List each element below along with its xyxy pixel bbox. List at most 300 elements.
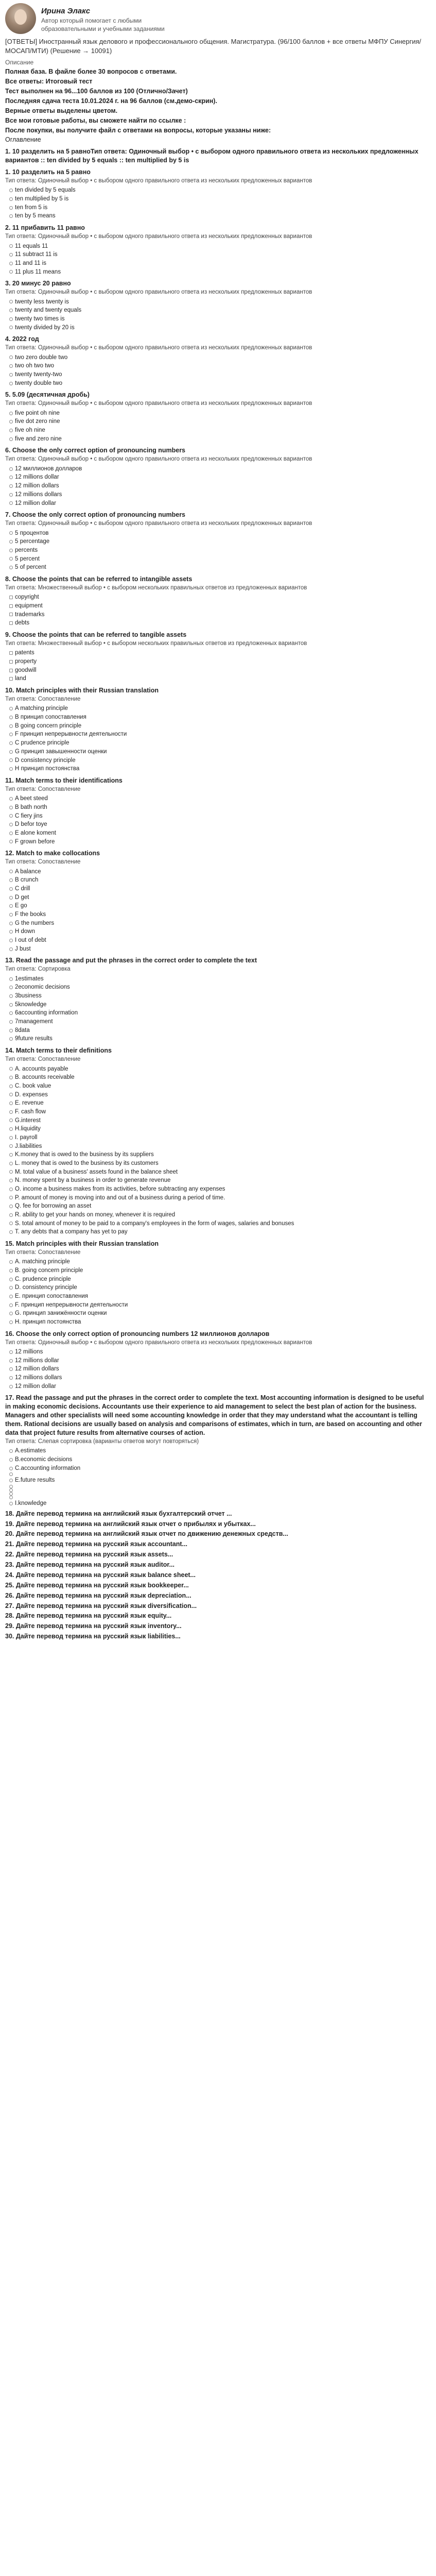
radio-icon bbox=[9, 1011, 13, 1015]
radio-icon bbox=[9, 1110, 13, 1114]
radio-icon bbox=[9, 1162, 13, 1165]
radio-icon bbox=[9, 1278, 13, 1281]
radio-icon bbox=[9, 922, 13, 925]
option-text: two zero double two bbox=[15, 354, 68, 361]
option-text: G. принцип занижённости оценки bbox=[15, 1310, 107, 1317]
option-item bbox=[9, 186, 431, 195]
question bbox=[5, 1330, 431, 1391]
option-item bbox=[9, 649, 431, 657]
question-title: 2. 11 прибавить 11 равно bbox=[5, 224, 85, 232]
radio-icon bbox=[9, 1367, 13, 1371]
question bbox=[5, 1240, 431, 1327]
radio-icon bbox=[9, 1449, 13, 1453]
option-item bbox=[9, 1318, 431, 1327]
option-text: E alone koment bbox=[15, 829, 56, 836]
option-text: 11 and 11 is bbox=[15, 260, 46, 266]
option-text: 11 plus 11 means bbox=[15, 268, 61, 275]
radio-icon bbox=[9, 913, 13, 917]
option-item bbox=[9, 868, 431, 876]
radio-icon bbox=[9, 1376, 13, 1380]
option-item bbox=[9, 704, 431, 713]
question-title: 6. Choose the only correct option of pronouncing numbers bbox=[5, 447, 186, 454]
radio-icon bbox=[9, 373, 13, 377]
option-item bbox=[9, 1116, 431, 1125]
option-item bbox=[9, 1099, 431, 1108]
option-item bbox=[9, 1283, 431, 1292]
intro-line: Верные ответы выделены цветом. bbox=[5, 107, 118, 114]
question bbox=[5, 391, 431, 443]
option-text: debts bbox=[15, 620, 30, 626]
option-text: F the books bbox=[15, 911, 46, 918]
option-text: S. total amount of money to be paid to a company's employees in the form of wages, salaries and bonuses bbox=[15, 1220, 294, 1227]
option-item bbox=[9, 212, 431, 221]
option-item bbox=[9, 1301, 431, 1310]
radio-icon bbox=[9, 429, 13, 432]
question bbox=[5, 849, 431, 953]
radio-icon bbox=[9, 767, 13, 771]
radio-icon bbox=[9, 840, 13, 843]
option-text: 12 millions dollars bbox=[15, 491, 62, 498]
radio-icon bbox=[9, 557, 13, 561]
answer-type: Тип ответа: Одиночный выбор • с выбором одного правильного ответа из нескольких предложенных вариантов bbox=[5, 400, 312, 407]
checkbox-icon bbox=[9, 660, 13, 664]
intro-line: Полная база. В файле более 30 вопросов с ответами. bbox=[5, 68, 177, 76]
radio-icon bbox=[9, 707, 13, 710]
radio-icon bbox=[9, 1127, 13, 1131]
option-text: T. any debts that a company has yet to pay bbox=[15, 1229, 128, 1235]
option-item bbox=[9, 936, 431, 945]
radio-icon bbox=[9, 1458, 13, 1462]
radio-icon bbox=[9, 309, 13, 312]
option-item bbox=[9, 838, 431, 846]
answer-type: Тип ответа: Слепая сортировка (варианты ответов могут повторяться) bbox=[5, 1438, 199, 1445]
option-text: A. accounts payable bbox=[15, 1065, 68, 1072]
question-title: 28. Дайте перевод термина на русский язык equity... bbox=[5, 1612, 172, 1620]
radio-icon bbox=[9, 1170, 13, 1174]
option-text: five point oh nine bbox=[15, 410, 60, 416]
question bbox=[5, 686, 431, 773]
option-text: 1estimates bbox=[15, 975, 44, 982]
option-list bbox=[9, 1447, 431, 1507]
option-text: 12 millions dollars bbox=[15, 1375, 62, 1381]
answer-type: Тип ответа: Одиночный выбор • с выбором одного правильного ответа из нескольких предложенных вариантов bbox=[5, 456, 312, 463]
option-text: G принцип завышенности оценки bbox=[15, 748, 107, 755]
option-text: equipment bbox=[15, 602, 43, 609]
option-text: 12 million dollars bbox=[15, 483, 59, 489]
radio-icon bbox=[9, 1303, 13, 1307]
option-item bbox=[9, 876, 431, 885]
question bbox=[5, 1394, 431, 1507]
option-text: O. income a business makes from its activities, before subtracting any expenses bbox=[15, 1185, 225, 1192]
option-text: E. принцип сопоставления bbox=[15, 1293, 89, 1300]
radio-icon bbox=[9, 1020, 13, 1024]
option-item bbox=[9, 465, 431, 473]
option-text: C. book value bbox=[15, 1082, 51, 1089]
option-text: twenty twenty-two bbox=[15, 371, 62, 378]
option-text: H. принцип постоянства bbox=[15, 1319, 81, 1326]
option-item bbox=[9, 1455, 431, 1464]
option-item bbox=[9, 885, 431, 893]
radio-icon bbox=[9, 1492, 13, 1496]
checkbox-icon bbox=[9, 596, 13, 599]
radio-icon bbox=[9, 977, 13, 981]
radio-icon bbox=[9, 806, 13, 809]
option-item bbox=[9, 546, 431, 555]
option-text: five oh nine bbox=[15, 427, 45, 434]
option-item bbox=[9, 1168, 431, 1177]
question bbox=[5, 631, 431, 683]
intro-line: Последняя сдача теста 10.01.2024 г. на 96 баллов (см.демо-скрин). bbox=[5, 97, 217, 105]
radio-icon bbox=[9, 741, 13, 745]
radio-icon bbox=[9, 300, 13, 303]
radio-icon bbox=[9, 566, 13, 569]
radio-icon bbox=[9, 1144, 13, 1148]
option-item bbox=[9, 748, 431, 756]
option-item bbox=[9, 1125, 431, 1133]
document-title: [ОТВЕТЫ] Иностранный язык делового и профессионального общения. Магистратура. (96/100 баллов + все ответы МФПУ Синергия/МОСАП/МТИ) (Решение → 10091) bbox=[5, 38, 422, 55]
option-item bbox=[9, 794, 431, 803]
answer-type: Тип ответа: Множественный выбор • с выбором нескольких правильных ответов из предложенных вариантов bbox=[5, 640, 307, 647]
radio-icon bbox=[9, 1093, 13, 1096]
option-item bbox=[9, 730, 431, 739]
option-text: Q. fee for borrowing an asset bbox=[15, 1203, 92, 1210]
question-title: 19. Дайте перевод термина на английский язык отчет о прибылях и убытках... bbox=[5, 1520, 256, 1528]
option-item bbox=[9, 1211, 431, 1219]
questions-list bbox=[5, 147, 431, 1507]
option-text: copyright bbox=[15, 594, 39, 601]
option-item bbox=[9, 1496, 431, 1499]
option-item bbox=[9, 268, 431, 277]
option-list bbox=[9, 1348, 431, 1391]
option-list bbox=[9, 794, 431, 846]
option-text: H down bbox=[15, 928, 35, 935]
option-item bbox=[9, 1009, 431, 1018]
option-list bbox=[9, 465, 431, 507]
radio-icon bbox=[9, 1153, 13, 1157]
option-item bbox=[9, 739, 431, 748]
answer-type: Тип ответа: Сортировка bbox=[5, 966, 71, 973]
option-list bbox=[9, 242, 431, 277]
option-text: F grown before bbox=[15, 838, 55, 845]
option-item bbox=[9, 204, 431, 212]
radio-icon bbox=[9, 1205, 13, 1208]
question-title: 23. Дайте перевод термина на русский язык auditor... bbox=[5, 1561, 175, 1569]
description-label: Описание bbox=[5, 59, 34, 66]
option-text: F принцип непрерывности деятельности bbox=[15, 731, 127, 738]
option-text: B. going concern principle bbox=[15, 1267, 83, 1274]
radio-icon bbox=[9, 1136, 13, 1140]
checkbox-icon bbox=[9, 621, 13, 625]
option-item bbox=[9, 619, 431, 628]
radio-icon bbox=[9, 878, 13, 882]
answer-type: Тип ответа: Сопоставление bbox=[5, 696, 81, 702]
radio-icon bbox=[9, 823, 13, 826]
option-text: C prudence principle bbox=[15, 740, 69, 747]
option-item bbox=[9, 298, 431, 307]
radio-icon bbox=[9, 1488, 13, 1492]
radio-icon bbox=[9, 797, 13, 801]
option-item bbox=[9, 722, 431, 731]
question bbox=[5, 511, 431, 572]
radio-icon bbox=[9, 832, 13, 835]
option-text: A.estimates bbox=[15, 1448, 46, 1454]
question-title: 22. Дайте перевод термина на русский язык assets... bbox=[5, 1551, 173, 1558]
option-text: property bbox=[15, 658, 37, 665]
radio-icon bbox=[9, 206, 13, 210]
option-text: 12 millions bbox=[15, 1349, 43, 1355]
radio-icon bbox=[9, 1496, 13, 1499]
option-item bbox=[9, 1194, 431, 1202]
option-list bbox=[9, 353, 431, 388]
radio-icon bbox=[9, 493, 13, 497]
radio-icon bbox=[9, 1230, 13, 1234]
option-text: 12 million dollar bbox=[15, 500, 56, 506]
radio-icon bbox=[9, 887, 13, 891]
option-text: B.economic decisions bbox=[15, 1456, 73, 1463]
question-title: 24. Дайте перевод термина на русский язык balance sheet... bbox=[5, 1571, 196, 1579]
option-item bbox=[9, 1159, 431, 1168]
intro-line: Тест выполнен на 96...100 баллов из 100 (Отлично/Зачет) bbox=[5, 88, 188, 95]
radio-icon bbox=[9, 1029, 13, 1032]
radio-icon bbox=[9, 476, 13, 479]
radio-icon bbox=[9, 904, 13, 908]
radio-icon bbox=[9, 1076, 13, 1079]
question-title: 27. Дайте перевод термина на русский язык diversification... bbox=[5, 1602, 197, 1609]
option-item bbox=[9, 1292, 431, 1301]
tail-questions-list bbox=[5, 1510, 431, 1641]
question-title: 30. Дайте перевод термина на русский язык liabilities... bbox=[5, 1633, 181, 1640]
radio-icon bbox=[9, 189, 13, 192]
option-text: ten divided by 5 equals bbox=[15, 187, 76, 194]
radio-icon bbox=[9, 1312, 13, 1315]
radio-icon bbox=[9, 814, 13, 818]
option-item bbox=[9, 1374, 431, 1382]
option-item bbox=[9, 1266, 431, 1275]
author-avatar[interactable] bbox=[5, 3, 36, 34]
option-item bbox=[9, 490, 431, 499]
radio-icon bbox=[9, 1385, 13, 1388]
radio-icon bbox=[9, 1084, 13, 1088]
option-text: F. cash flow bbox=[15, 1108, 46, 1115]
question-title: 3. 20 минус 20 равно bbox=[5, 280, 71, 287]
option-text: B bath north bbox=[15, 804, 47, 810]
option-item bbox=[9, 1275, 431, 1284]
radio-icon bbox=[9, 262, 13, 265]
option-text: C fiery jins bbox=[15, 812, 43, 819]
option-list bbox=[9, 593, 431, 628]
checkbox-icon bbox=[9, 669, 13, 672]
option-text: 12 millions dollar bbox=[15, 1357, 59, 1364]
option-text: I. payroll bbox=[15, 1134, 38, 1141]
option-text: K.money that is owed to the business by its suppliers bbox=[15, 1151, 154, 1158]
option-text: D. consistency principle bbox=[15, 1284, 77, 1291]
option-item bbox=[9, 353, 431, 362]
option-text: 12 million dollar bbox=[15, 1383, 56, 1389]
option-text: D befor toye bbox=[15, 821, 47, 828]
option-text: patents bbox=[15, 650, 34, 656]
option-text: percents bbox=[15, 547, 38, 553]
option-item bbox=[9, 1348, 431, 1357]
option-item bbox=[9, 435, 431, 444]
radio-icon bbox=[9, 947, 13, 951]
question-title: 7. Choose the only correct option of pronouncing numbers bbox=[5, 511, 186, 519]
option-item bbox=[9, 812, 431, 821]
option-item bbox=[9, 1035, 431, 1043]
option-text: A matching principle bbox=[15, 705, 68, 712]
option-text: A beet steed bbox=[15, 795, 48, 802]
option-item bbox=[9, 1488, 431, 1492]
option-text: 11 equals 11 bbox=[15, 243, 48, 249]
checkbox-icon bbox=[9, 613, 13, 616]
option-list bbox=[9, 1065, 431, 1236]
option-text: E. revenue bbox=[15, 1100, 44, 1107]
option-text: B crunch bbox=[15, 877, 39, 884]
question-title: 9. Choose the points that can be referred to tangible assets bbox=[5, 631, 187, 638]
author-info bbox=[41, 3, 165, 33]
option-text: D consistency principle bbox=[15, 757, 76, 764]
author-name[interactable]: Ирина Элакс bbox=[41, 7, 91, 15]
option-item bbox=[9, 362, 431, 370]
option-text: 5 процентов bbox=[15, 530, 49, 536]
option-text: C drill bbox=[15, 886, 30, 892]
option-item bbox=[9, 945, 431, 954]
radio-icon bbox=[9, 501, 13, 505]
radio-icon bbox=[9, 1179, 13, 1182]
radio-icon bbox=[9, 994, 13, 998]
option-item bbox=[9, 666, 431, 675]
option-text: R. ability to get your hands on money, whenever it is required bbox=[15, 1211, 176, 1218]
intro-line: Оглавление bbox=[5, 136, 41, 144]
option-text: land bbox=[15, 675, 26, 682]
option-item bbox=[9, 820, 431, 829]
question-title: 18. Дайте перевод термина на английский язык бухгалтерский отчет ... bbox=[5, 1510, 232, 1517]
option-item bbox=[9, 1492, 431, 1496]
option-item bbox=[9, 713, 431, 722]
option-item bbox=[9, 195, 431, 204]
radio-icon bbox=[9, 1286, 13, 1290]
option-list bbox=[9, 975, 431, 1043]
option-list bbox=[9, 1258, 431, 1326]
question-title: 17. Read the passage and put the phrases in the correct order to complete the text. Most accounting information is designed to be useful in making economic decisions. Accountants use their experience to aid management to select the best plan of action for the business. Managers and other specialists will need some accounting knowledge in order that they may understand what the accountant is telling them. Rational decisions are usually based on analysis and comparisons of estimates, which in turn, are based on accounting and other data that project future results from alternative courses of action. bbox=[5, 1394, 424, 1436]
option-text: L. money that is owed to the business by its customers bbox=[15, 1160, 159, 1166]
radio-icon bbox=[9, 531, 13, 535]
option-item bbox=[9, 1065, 431, 1074]
option-item bbox=[9, 611, 431, 619]
question bbox=[5, 956, 431, 1043]
option-text: C. prudence principle bbox=[15, 1276, 71, 1282]
question bbox=[5, 776, 431, 846]
option-item bbox=[9, 1001, 431, 1009]
option-text: ten by 5 means bbox=[15, 213, 56, 219]
intro-line: Все мои готовые работы, вы сможете найти по ссылке : bbox=[5, 116, 186, 124]
radio-icon bbox=[9, 420, 13, 423]
answer-type: Тип ответа: Одиночный выбор • с выбором одного правильного ответа из нескольких предложенных вариантов bbox=[5, 233, 312, 240]
option-text: H принцип постоянства bbox=[15, 766, 80, 772]
question-title: 21. Дайте перевод термина на русский язык accountant... bbox=[5, 1540, 187, 1548]
radio-icon bbox=[9, 1101, 13, 1105]
option-item bbox=[9, 1150, 431, 1159]
option-item bbox=[9, 1185, 431, 1194]
answer-type: Тип ответа: Одиночный выбор • с выбором одного правильного ответа из нескольких предложенных вариантов bbox=[5, 345, 312, 351]
option-text: B. accounts receivable bbox=[15, 1074, 75, 1081]
radio-icon bbox=[9, 1269, 13, 1273]
option-item bbox=[9, 242, 431, 251]
radio-icon bbox=[9, 1359, 13, 1363]
author-block bbox=[5, 3, 431, 34]
option-text: 5 percent bbox=[15, 555, 40, 562]
option-item bbox=[9, 379, 431, 388]
option-list bbox=[9, 704, 431, 773]
option-text: 12 миллионов долларов bbox=[15, 465, 82, 472]
option-item bbox=[9, 1447, 431, 1455]
radio-icon bbox=[9, 1485, 13, 1488]
option-text: 7management bbox=[15, 1019, 53, 1025]
question-title: 12. Match to make collocations bbox=[5, 850, 100, 857]
option-list bbox=[9, 186, 431, 221]
option-text: D get bbox=[15, 894, 29, 901]
option-item bbox=[9, 1018, 431, 1026]
option-text: twenty divided by 20 is bbox=[15, 324, 75, 331]
option-item bbox=[9, 919, 431, 928]
question-title: 15. Match principles with their Russian translation bbox=[5, 1240, 159, 1247]
option-text: I.knowledge bbox=[15, 1500, 47, 1507]
option-text: M. total value of a business' assets found in the balance sheet bbox=[15, 1168, 178, 1175]
radio-icon bbox=[9, 382, 13, 385]
option-list bbox=[9, 649, 431, 683]
checkbox-icon bbox=[9, 651, 13, 655]
option-item bbox=[9, 992, 431, 1001]
radio-icon bbox=[9, 253, 13, 257]
option-text: G.interest bbox=[15, 1117, 41, 1124]
radio-icon bbox=[9, 724, 13, 728]
option-item bbox=[9, 1219, 431, 1228]
option-text: twenty less twenty is bbox=[15, 298, 69, 305]
option-text: 5 of percent bbox=[15, 564, 46, 571]
option-item bbox=[9, 593, 431, 602]
answer-type: Тип ответа: Сопоставление bbox=[5, 1056, 81, 1063]
option-item bbox=[9, 1082, 431, 1091]
answer-type: Тип ответа: Одиночный выбор • с выбором одного правильного ответа из нескольких предложенных вариантов bbox=[5, 520, 312, 527]
option-text: trademarks bbox=[15, 611, 45, 618]
radio-icon bbox=[9, 1502, 13, 1505]
option-item bbox=[9, 1228, 431, 1236]
radio-icon bbox=[9, 1295, 13, 1298]
answer-type: Тип ответа: Сопоставление bbox=[5, 786, 81, 792]
option-text: five dot zero nine bbox=[15, 418, 60, 425]
option-text: F. принцип непрерывности деятельности bbox=[15, 1301, 128, 1308]
option-item bbox=[9, 1357, 431, 1365]
option-item bbox=[9, 409, 431, 418]
option-item bbox=[9, 1202, 431, 1211]
option-item bbox=[9, 1472, 431, 1476]
radio-icon bbox=[9, 1320, 13, 1324]
question-title: 20. Дайте перевод термина на английский язык отчет по движению денежных средств... bbox=[5, 1530, 288, 1538]
option-text: 8data bbox=[15, 1027, 30, 1033]
radio-icon bbox=[9, 364, 13, 368]
intro-line: После покупки, вы получите файл с ответами на вопросы, которые указаны ниже: bbox=[5, 126, 271, 134]
option-item bbox=[9, 555, 431, 564]
radio-icon bbox=[9, 540, 13, 544]
radio-icon bbox=[9, 437, 13, 441]
radio-icon bbox=[9, 1037, 13, 1041]
radio-icon bbox=[9, 244, 13, 248]
radio-icon bbox=[9, 1213, 13, 1217]
option-text: 6accounting information bbox=[15, 1010, 78, 1016]
option-text: A balance bbox=[15, 868, 41, 875]
radio-icon bbox=[9, 1188, 13, 1191]
radio-icon bbox=[9, 1222, 13, 1225]
option-item bbox=[9, 1382, 431, 1391]
